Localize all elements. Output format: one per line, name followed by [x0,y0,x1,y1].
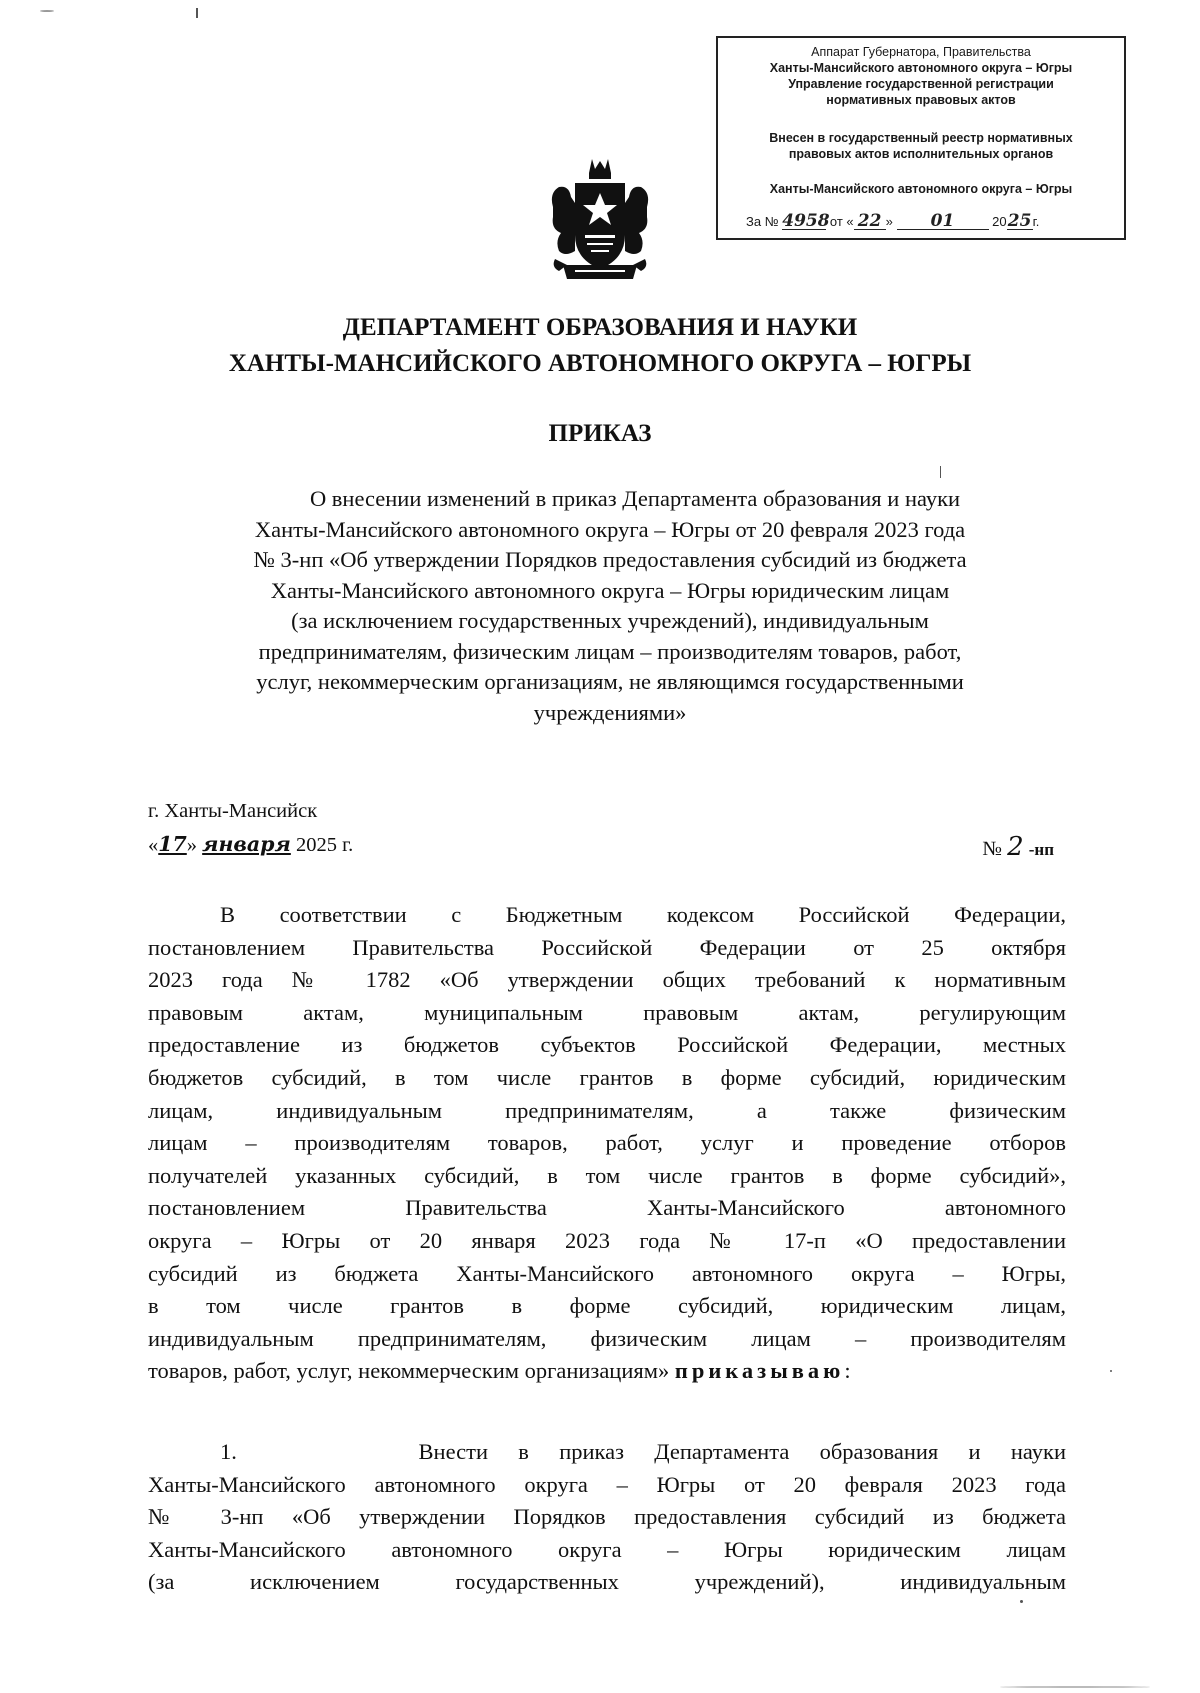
paragraph-line: № 3-нп «Об утверждении Порядков предоставления субсидий из бюджета [148,1504,1066,1530]
order-colon: : [844,1358,851,1384]
number-value: 2 [1007,832,1024,862]
paragraph-line: (за исключением государственных учреждений), индивидуальным [148,1569,1066,1595]
stamp-region [718,181,1124,197]
date-month: января [202,832,291,856]
reg-day: 22 [854,213,886,230]
paragraph-line: 2023 года № 1782 «Об утверждении общих требований к нормативным [148,967,1066,993]
document-type: ПРИКАЗ [548,420,652,447]
stamp-line: правовых актов исполнительных органов [788,147,1054,161]
scan-artifact [196,8,198,18]
date-year: 2025 г. [295,834,354,856]
department-name [0,310,1200,382]
stamp-registration-line [746,213,1114,233]
date-day: 17 [158,832,187,856]
paragraph-line: постановлением Правительства Российской Федерации от 25 октября [148,934,1066,960]
date-close-quote: » [186,834,198,856]
paragraph-line: в том числе грантов в форме субсидий, юридическим лицам, [148,1293,1066,1319]
paragraph-line-text: товаров, работ, услуг, некоммерческим организациям» [148,1358,670,1384]
registration-stamp [716,36,1126,240]
order-word: приказываю [674,1358,845,1384]
paragraph-line: лицам – производителям товаров, работ, услуг и проведение отборов [148,1130,1066,1156]
clause-1-paragraph [148,1436,1066,1599]
paragraph-line: 1. Внести в приказ Департамента образования и науки [220,1439,1066,1464]
preamble-paragraph [148,899,1066,1388]
paragraph-line: субсидий из бюджета Ханты-Мансийского автономного округа – Югры, [148,1260,1066,1286]
reg-g: г. [1032,214,1040,229]
number-suffix: -нп [1028,840,1054,859]
scan-artifact [1110,1370,1112,1372]
paragraph-line: постановлением Правительства Ханты-Мансийского автономного [148,1195,1066,1221]
date-open-quote: « [148,834,159,856]
subject-line: № 3-нп «Об утверждении Порядков предоставления субсидий из бюджета [253,547,967,572]
paragraph-line: получателей указанных субсидий, в том числе грантов в форме субсидий», [148,1162,1066,1188]
order-number [982,832,1054,862]
paragraph-line: В соответствии с Бюджетным кодексом Российской Федерации, [220,902,1066,927]
subject-line: Ханты-Мансийского автономного округа – Югры от 20 февраля 2023 года [254,516,966,542]
subject-line: Ханты-Мансийского автономного округа – Югры юридическим лицам [270,577,950,603]
reg-prefix: За № [746,214,779,229]
reg-year-prefix: 20 [992,214,1007,229]
stamp-header [718,44,1124,108]
coat-of-arms-icon [545,155,655,285]
order-subject [160,484,1060,728]
reg-year: 25 [1007,211,1032,231]
subject-line: О внесении изменений в приказ Департамента образования и науки [309,486,961,511]
reg-number: 4958 [782,211,830,231]
reg-from: от « [829,214,854,229]
paragraph-line: индивидуальным предпринимателям, физическим лицам – производителям [148,1325,1066,1351]
paragraph-line: правовым актам, муниципальным правовым актам, регулирующим [148,999,1066,1025]
paragraph-line: округа – Югры от 20 января 2023 года № 17-п «О предоставлении [148,1227,1066,1253]
subject-line: услуг, некоммерческим организациям, не являющимся государственными [256,669,964,694]
scan-artifact [1020,1600,1023,1603]
reg-month: 01 [897,213,989,230]
stamp-line: Ханты-Мансийского автономного округа – Югры [769,61,1073,75]
subject-line: предпринимателям, физическим лицам – производителям товаров, работ, [258,638,962,664]
subject-line: учреждениями» [533,699,687,725]
scan-artifact [40,10,54,12]
reg-quote: » [885,214,893,229]
stamp-line: нормативных правовых актов [826,93,1016,107]
scan-artifact [1000,1686,1150,1688]
department-line-1: ДЕПАРТАМЕНТ ОБРАЗОВАНИЯ И НАУКИ [342,314,858,341]
stamp-line: Управление государственной регистрации [788,77,1054,91]
place-of-issue: г. Ханты-Мансийск [148,800,318,822]
paragraph-last-line [148,1355,1066,1388]
paragraph-line: бюджетов субсидий, в том числе грантов в форме субсидий, юридическим [148,1064,1066,1090]
paragraph-line: Ханты-Мансийского автономного округа – Югры от 20 февраля 2023 года [148,1471,1066,1497]
stamp-line: Аппарат Губернатора, Правительства [811,45,1031,59]
number-prefix: № [982,838,1002,860]
stamp-registry-note [718,130,1124,162]
department-line-2: ХАНТЫ-МАНСИЙСКОГО АВТОНОМНОГО ОКРУГА – ЮГРЫ [228,350,972,377]
stamp-line: Внесен в государственный реестр нормативных [769,131,1073,145]
subject-line: (за исключением государственных учреждений), индивидуальным [291,608,929,633]
stamp-line: Ханты-Мансийского автономного округа – Югры [769,182,1073,196]
order-date [148,832,353,857]
paragraph-line: Ханты-Мансийского автономного округа – Югры юридическим лицам [148,1536,1066,1562]
paragraph-line: лицам, индивидуальным предпринимателям, а также физическим [148,1097,1066,1123]
paragraph-line: предоставление из бюджетов субъектов Российской Федерации, местных [148,1032,1066,1058]
scan-artifact [940,466,941,478]
